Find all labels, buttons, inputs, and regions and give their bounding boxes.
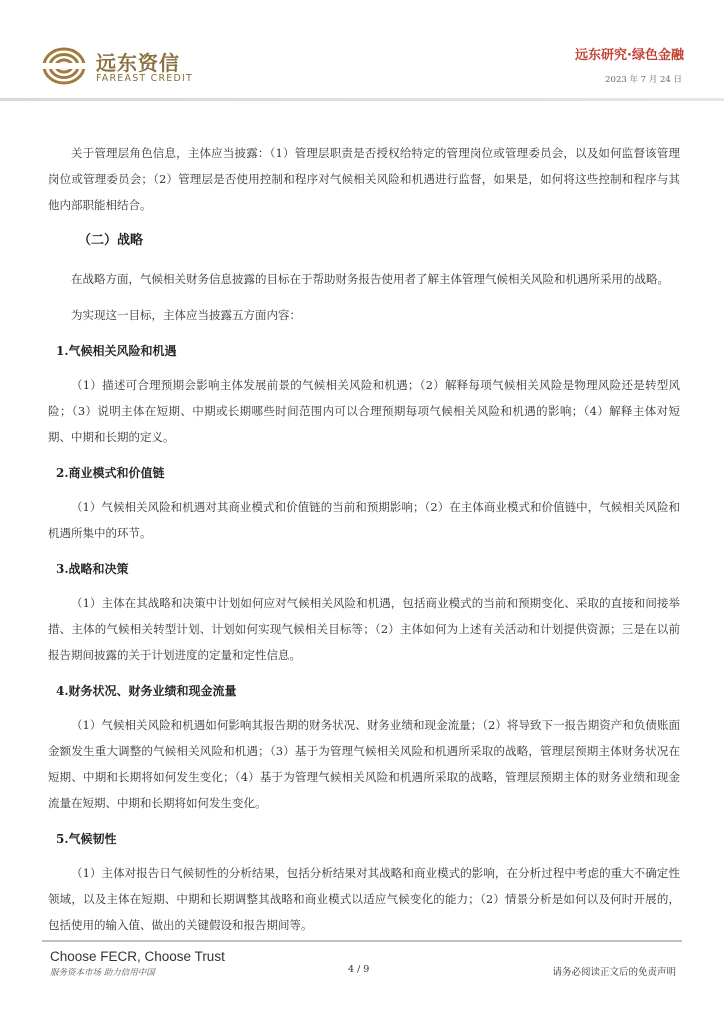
item-text: （1）气候相关风险和机遇如何影响其报告期的财务状况、财务业绩和现金流量；（2）将导致下一报告期资产和负债账面金额发生重大调整的气候相关风险和机遇；（3）基于为管理气候相关风险和机遇所采取的战略，管理层预期主体财务状况在短期、中期和长期将如何发生变化；（4）基于为管理气候相关风险和机遇所采取的战略，管理层预期主体的财务业绩和现金流量在短期、中期和长期将如何发生变化。	[48, 718, 680, 810]
footer-subslogan: 服务资本市场 助力信用中国	[50, 968, 155, 978]
item-title: 2.商业模式和价值链	[56, 466, 165, 480]
item-title: 3.战略和决策	[56, 562, 129, 576]
footer-slogan: Choose FECR, Choose Trust	[50, 949, 225, 964]
goal-paragraph: 为实现这一目标，主体应当披露五方面内容：	[71, 308, 301, 322]
item-text: （1）主体对报告日气候韧性的分析结果，包括分析结果对其战略和商业模式的影响，在分析过程中考虑的重大不确定性领域，以及主体在短期、中期和长期调整其战略和商业模式以适应气候变化的能力；（2）情景分析是如何以及何时开展的，包括使用的输入值、做出的关键假设和报告期间等。	[48, 866, 680, 932]
disclaimer-note: 请务必阅读正文后的免责声明	[552, 967, 676, 978]
item-title: 1.气候相关风险和机遇	[56, 344, 177, 358]
page-header	[0, 0, 724, 104]
page-number: 4 / 9	[348, 964, 370, 975]
strategy-paragraph: 在战略方面，气候相关财务信息披露的目标在于帮助财务报告使用者了解主体管理气候相关风险和机遇所采用的战略。	[71, 272, 669, 286]
brand-name: 远东资信	[96, 51, 180, 75]
intro-paragraph: 关于管理层角色信息，主体应当披露：（1）管理层职责是否授权给特定的管理岗位或管理委员会，以及如何监督该管理岗位或管理委员会；（2）管理层是否使用控制和程序对气候相关风险和机遇进行监督，如果是，如何将这些控制和程序与其他内部职能相结合。	[48, 146, 680, 212]
item-text: （1）气候相关风险和机遇对其商业模式和价值链的当前和预期影响；（2）在主体商业模式和价值链中，气候相关风险和机遇所集中的环节。	[48, 500, 680, 540]
brand-name-en: FAREAST CREDIT	[96, 73, 194, 84]
document-body	[48, 140, 680, 948]
item-text: （1）主体在其战略和决策中计划如何应对气候相关风险和机遇，包括商业模式的当前和预期变化、采取的直接和间接举措、主体的气候相关转型计划、计划如何实现气候相关目标等；（2）主体如何为上述有关活动和计划提供资源；三是在以前报告期间披露的关于计划进度的定量和定性信息。	[48, 596, 680, 662]
report-date: 2023 年 7 月 24 日	[605, 75, 682, 85]
footer-divider	[42, 940, 682, 942]
header-divider	[0, 98, 724, 101]
item-text: （1）描述可合理预期会影响主体发展前景的气候相关风险和机遇；（2）解释每项气候相关风险是物理风险还是转型风险；（3）说明主体在短期、中期或长期哪些时间范围内可以合理预期每项气候相关风险和机遇的影响；（4）解释主体对短期、中期和长期的定义。	[48, 378, 680, 444]
item-title: 4.财务状况、财务业绩和现金流量	[56, 684, 237, 698]
item-title: 5.气候韧性	[56, 832, 117, 846]
fareast-logo-icon	[42, 46, 86, 86]
report-tagline: 远东研究·绿色金融	[575, 48, 684, 63]
section-title: （二）战略	[78, 233, 144, 248]
